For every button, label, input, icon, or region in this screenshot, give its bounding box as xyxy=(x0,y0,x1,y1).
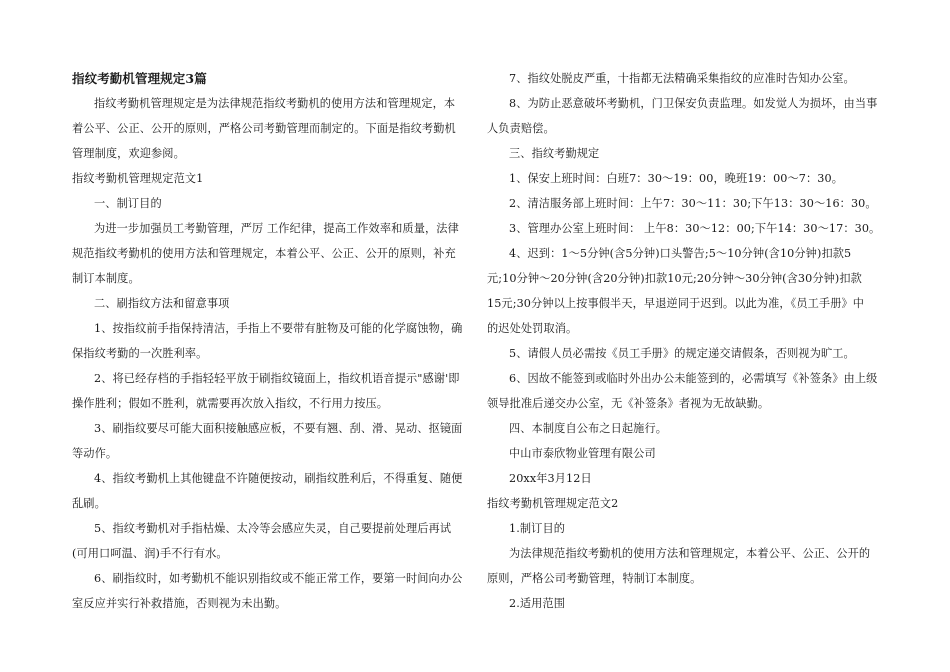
right-column xyxy=(487,66,881,616)
text-line: 2、将已经存档的手指轻轻平放于刷指纹镜面上，指纹机语音提示"感谢'即 xyxy=(94,372,460,385)
text-line: 1、按指纹前手指保持清洁，手指上不要带有脏物及可能的化学腐蚀物，确 xyxy=(94,322,463,335)
text-line: 2、清洁服务部上班时间：上午7：30～11：30;下午13：30～16：30。 xyxy=(509,197,877,210)
text-line: 1.制订目的 xyxy=(509,522,566,535)
text-line: 三、指纹考勤规定 xyxy=(509,147,600,160)
text-line: 5、指纹考勤机对手指枯燥、太冷等会感应失灵，自己要提前处理后再试 xyxy=(94,522,452,535)
text-line: 3、刷指纹要尽可能大面积接触感应板，不要有翘、刮、滑、晃动、抠镜面 xyxy=(94,422,463,435)
text-line: (可用口呵温、润)手不行有水。 xyxy=(72,547,228,560)
text-line: 等动作。 xyxy=(72,447,118,460)
text-line: 的迟处处罚取消。 xyxy=(487,322,578,335)
text-line: 着公平、公正、公开的原则，严格公司考勤管理而制定的。下面是指纹考勤机 xyxy=(72,122,456,135)
text-line: 一、制订目的 xyxy=(94,197,162,210)
text-line: 6、刷指纹时，如考勤机不能识别指纹或不能正常工作，要第一时间向办公 xyxy=(94,572,463,585)
document-title: 指纹考勤机管理规定3篇 xyxy=(72,71,207,86)
text-line: 操作胜利；假如不胜利，就需要再次放入指纹，不行用力按压。 xyxy=(72,397,389,410)
text-line: 领导批准后递交办公室，无《补签条》者视为无故缺勤。 xyxy=(487,397,770,410)
text-line: 6、因故不能签到或临时外出办公未能签到的，必需填写《补签条》由上级 xyxy=(509,372,878,385)
text-line: 制订本制度。 xyxy=(72,272,140,285)
text-line: 为法律规范指纹考勤机的使用方法和管理规定，本着公平、公正、公开的 xyxy=(509,547,871,560)
text-line: 15元;30分钟以上按事假半天，早退逆同于迟到。以此为准，《员工手册》中 xyxy=(487,297,865,310)
text-line: 5、请假人员必需按《员工手册》的规定递交请假条，否则视为旷工。 xyxy=(509,347,855,360)
text-line: 元;10分钟～20分钟(含20分钟)扣款10元;20分钟～30分钟(含30分钟)扣款 xyxy=(487,272,862,285)
text-line: 3、管理办公室上班时间： 上午8：30～12：00;下午14：30～17：30。 xyxy=(509,222,881,235)
text-line: 2.适用范围 xyxy=(509,597,566,610)
text-line: 4、迟到：1～5分钟(含5分钟)口头警告;5～10分钟(含10分钟)扣款5 xyxy=(509,247,852,260)
text-line: 乱刷。 xyxy=(72,497,106,510)
text-line: 20xx年3月12日 xyxy=(509,472,592,485)
text-line: 四、本制度自公布之日起施行。 xyxy=(509,422,668,435)
text-line: 中山市泰欣物业管理有限公司 xyxy=(509,447,656,460)
text-line: 指纹考勤机管理规定范文2 xyxy=(487,497,619,510)
text-line: 保指纹考勤的一次胜利率。 xyxy=(72,347,208,360)
text-line: 4、指纹考勤机上其他键盘不许随便按动，刷指纹胜利后，不得重复、随便 xyxy=(94,472,463,485)
text-line: 原则，严格公司考勤管理，特制订本制度。 xyxy=(487,572,702,585)
text-line: 7、指纹处脱皮严重，十指都无法精确采集指纹的应准时告知办公室。 xyxy=(509,72,855,85)
text-line: 管理制度，欢迎参阅。 xyxy=(72,147,185,160)
text-line: 室反应并实行补救措施，否则视为未出勤。 xyxy=(72,597,287,610)
text-line: 8、为防止恶意破坏考勤机，门卫保安负责监理。如发觉人为损坏，由当事 xyxy=(509,97,878,110)
text-line: 为进一步加强员工考勤管理，严厉 工作纪律，提高工作效率和质量，法律 xyxy=(94,222,459,235)
text-line: 二、刷指纹方法和留意事项 xyxy=(94,297,230,310)
text-line: 1、保安上班时间：白班7：30～19：00，晚班19：00～7：30。 xyxy=(509,172,844,185)
text-line: 指纹考勤机管理规定范文1 xyxy=(72,172,204,185)
text-line: 指纹考勤机管理规定是为法律规范指纹考勤机的使用方法和管理规定，本 xyxy=(94,97,456,110)
left-column xyxy=(72,66,462,616)
text-line: 规范指纹考勤机的使用方法和管理规定，本着公平、公正、公开的原则，补充 xyxy=(72,247,456,260)
text-line: 人负责赔偿。 xyxy=(487,122,555,135)
